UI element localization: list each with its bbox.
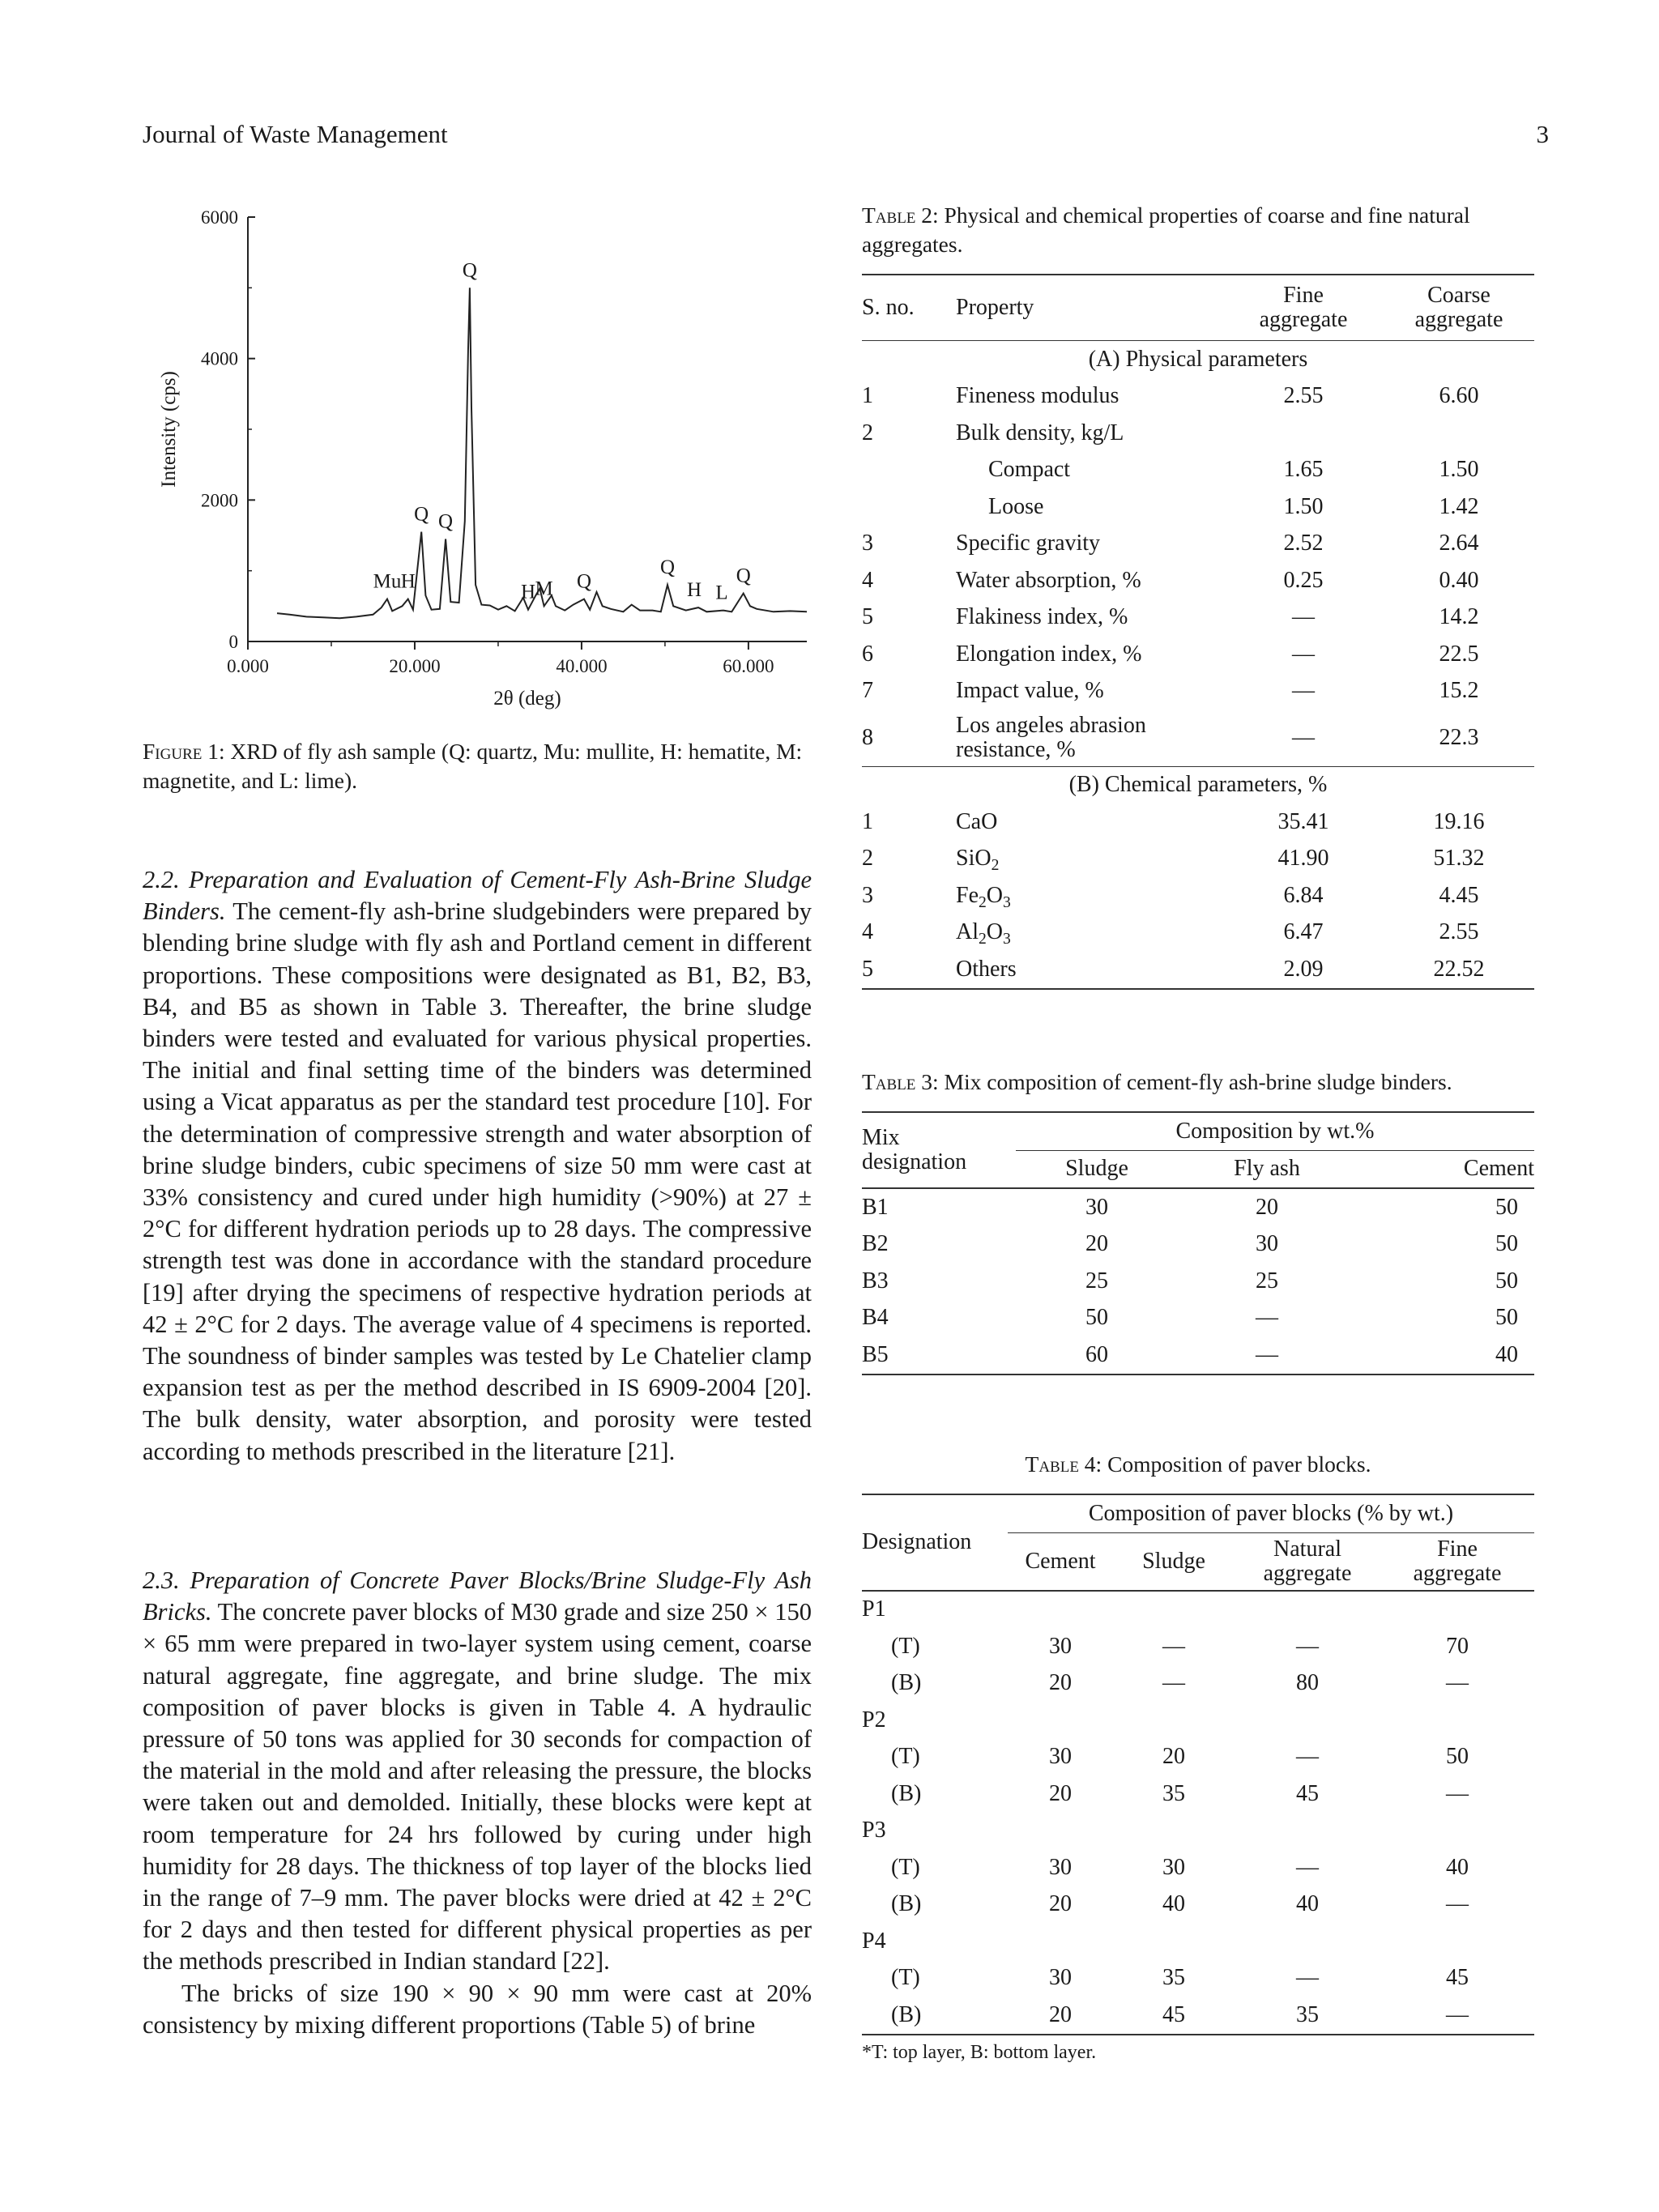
section-2-2-body: The cement-fly ash-brine sludgebinders were prepared by blending brine sludge with fly ash and Portland cement in different proportions. These compositions were designated as B1, B2, B3, B4, and B5 as shown in Table 3. Thereafter, the brine sludge binders were tested and evaluated for various physical properties. The initial and final setting time of the binders was determined using a Vicat apparatus as per the standard test procedure [10]. For the determination of compressive strength and water absorption of brine sludge binders, cubic specimens of size 50 mm were cast at 33% consistency and cured under high humidity (>90%) at 27 ± 2°C for different hydration periods up to 28 days. The compressive strength test was done in accordance with the standard procedure [19] after drying the specimens of respective hydration periods at 42 ± 2°C for 2 days. The average value of 4 specimens is reported. The soundness of binder samples was tested by Le Chatelier clamp expansion test as per the method described in IS 6909-2004 [20]. The bulk density, water absorption, and porosity were tested according to methods prescribed in the literature [21]. xyxy=(143,897,812,1465)
table4-designation: (T) xyxy=(891,1633,920,1659)
table4-header-fine: Fine aggregate xyxy=(1413,1536,1502,1586)
table2-chem-coarse: 2.55 xyxy=(1439,919,1479,945)
table2-header-fine: Fine aggregate xyxy=(1259,283,1348,332)
table2-sno: 6 xyxy=(862,641,873,667)
table2-chem-row xyxy=(862,877,1534,914)
table2-chem-fine: 6.84 xyxy=(1283,882,1324,908)
table3-flyash: 25 xyxy=(1256,1268,1278,1294)
table2-chem-fine: 35.41 xyxy=(1277,808,1329,834)
table4-sludge: 35 xyxy=(1162,1780,1185,1806)
formula-part: O xyxy=(986,919,1004,945)
table4-designation: P3 xyxy=(862,1818,886,1843)
table2-chem-row xyxy=(862,803,1534,841)
table3-sludge: 20 xyxy=(1085,1231,1108,1257)
figure1-caption xyxy=(143,737,812,795)
table4-cement xyxy=(1008,1813,1113,1850)
figure1-caption-text: XRD of fly ash sample (Q: quartz, Mu: mullite, H: hematite, M: magnetite, and L: lime). xyxy=(143,739,803,793)
table4-designation: P2 xyxy=(862,1707,886,1733)
peak-label: L xyxy=(715,582,728,604)
table4-row xyxy=(862,1739,1534,1776)
table4-fine xyxy=(1380,1702,1534,1739)
table3-header-flyash: Fly ash xyxy=(1234,1156,1300,1182)
table4-sludge: 45 xyxy=(1162,2001,1185,2027)
table4-title: Composition of paver blocks. xyxy=(1102,1451,1371,1477)
table4-row xyxy=(862,1665,1534,1703)
table2-chem-fine: 2.09 xyxy=(1283,956,1324,982)
table2-fine: 0.25 xyxy=(1283,567,1324,593)
formula-subscript: 2 xyxy=(991,857,1000,875)
table4-designation: (B) xyxy=(891,1891,922,1917)
table3-cement: 50 xyxy=(1495,1268,1518,1294)
table4-fine: 70 xyxy=(1446,1633,1469,1659)
table4-footnote: *T: top layer, B: bottom layer. xyxy=(862,2041,1097,2063)
table4-designation: (B) xyxy=(891,1670,922,1696)
table4-header-designation: Designation xyxy=(862,1529,972,1555)
table4-natural: 40 xyxy=(1296,1891,1319,1917)
section-2-3-body2: The bricks of size 190 × 90 × 90 mm were cast at 20% consistency by mixing different proportions (Table 5) of brine xyxy=(143,1979,812,2039)
table2-chem-formula xyxy=(956,951,1223,989)
table2-chem-coarse: 51.32 xyxy=(1433,846,1485,872)
table2-coarse xyxy=(1384,415,1534,452)
table2-property: Loose xyxy=(988,493,1044,519)
table2-section-b: (B) Chemical parameters, % xyxy=(1068,772,1328,798)
table2-row xyxy=(862,452,1534,489)
table2-sno: 2 xyxy=(862,420,873,445)
table2-fine: 2.52 xyxy=(1283,531,1324,556)
table2-sno xyxy=(862,452,956,489)
table2-chem-no: 5 xyxy=(862,956,873,982)
table2-row xyxy=(862,526,1534,563)
table2-coarse: 1.50 xyxy=(1439,457,1479,483)
table4-natural xyxy=(1235,1813,1380,1850)
table2-chem-row xyxy=(862,841,1534,878)
table2-title: Physical and chemical properties of coarse and fine natural aggregates. xyxy=(862,202,1470,257)
table2-fine: — xyxy=(1292,641,1315,667)
peak-label: H xyxy=(520,581,536,603)
table4-cement: 30 xyxy=(1049,1965,1072,1991)
table4-row xyxy=(862,1923,1534,1960)
formula-subscript: 2 xyxy=(979,931,987,948)
table2-chem-formula xyxy=(956,877,1223,914)
table2-row xyxy=(862,599,1534,637)
table2-fine: 1.50 xyxy=(1283,493,1324,519)
table4-natural: 45 xyxy=(1296,1780,1319,1806)
table4-header-sludge: Sludge xyxy=(1142,1548,1205,1574)
table4 xyxy=(862,1450,1534,2064)
table3-mix: B3 xyxy=(862,1268,889,1294)
y-tick-label: 0 xyxy=(228,632,238,652)
table2-row xyxy=(862,562,1534,599)
table2-chem-fine: 41.90 xyxy=(1277,846,1329,872)
table4-row xyxy=(862,1775,1534,1813)
table3-header-group: Composition by wt.% xyxy=(1016,1112,1534,1150)
formula-part: O xyxy=(986,882,1004,908)
table4-sludge xyxy=(1113,1591,1235,1629)
table4-header-group: Composition of paver blocks (% by wt.) xyxy=(1008,1494,1534,1532)
table3-sludge: 50 xyxy=(1085,1305,1108,1331)
table2-chem-coarse: 22.52 xyxy=(1433,956,1485,982)
table2-grid xyxy=(862,274,1534,990)
table2-coarse: 6.60 xyxy=(1439,383,1479,409)
table4-cement: 30 xyxy=(1049,1744,1072,1770)
table2-coarse: 22.3 xyxy=(1439,724,1479,750)
peak-label: Q xyxy=(736,565,751,587)
table4-sludge: 20 xyxy=(1162,1744,1185,1770)
table4-sludge xyxy=(1113,1813,1235,1850)
table3-mix: B2 xyxy=(862,1231,889,1257)
table4-designation: (T) xyxy=(891,1854,920,1880)
x-tick-label: 0.000 xyxy=(227,656,269,676)
peak-label: Q xyxy=(438,510,454,533)
table2-property: Elongation index, % xyxy=(956,641,1142,667)
table3-sludge: 25 xyxy=(1085,1268,1108,1294)
table3 xyxy=(862,1068,1534,1375)
table3-flyash: — xyxy=(1256,1305,1278,1331)
section-2-3 xyxy=(143,1565,812,2041)
table4-fine xyxy=(1380,1923,1534,1960)
table3-row xyxy=(862,1300,1534,1337)
table2-chem-row xyxy=(862,951,1534,989)
formula-part: Al xyxy=(956,919,979,945)
table3-header-sludge: Sludge xyxy=(1065,1156,1128,1182)
table4-row xyxy=(862,1960,1534,1997)
table3-row xyxy=(862,1263,1534,1300)
table3-cement: 50 xyxy=(1495,1305,1518,1331)
table4-cement: 20 xyxy=(1049,1891,1072,1917)
table4-cement: 20 xyxy=(1049,1780,1072,1806)
table2-property: Impact value, % xyxy=(956,678,1104,704)
table3-header-mix: Mix designation xyxy=(862,1125,967,1174)
table4-sludge: 35 xyxy=(1162,1965,1185,1991)
table2-chem-formula xyxy=(956,841,1223,878)
page-number: 3 xyxy=(1536,120,1549,148)
journal-title: Journal of Waste Management xyxy=(143,120,448,148)
figure1-caption-label: Figure 1: xyxy=(143,739,225,764)
table4-designation: (T) xyxy=(891,1965,920,1991)
peak-label: Q xyxy=(576,570,592,593)
table3-flyash: — xyxy=(1256,1341,1278,1367)
table3-sludge: 30 xyxy=(1085,1194,1108,1220)
table2-row xyxy=(862,415,1534,452)
section-2-2 xyxy=(143,864,812,1468)
x-tick-label: 40.000 xyxy=(556,656,608,676)
table3-cement: 40 xyxy=(1495,1341,1518,1367)
table2-chem-no: 3 xyxy=(862,882,873,908)
table4-cement xyxy=(1008,1591,1113,1629)
table2-coarse: 22.5 xyxy=(1439,641,1479,667)
table2-chem-row xyxy=(862,914,1534,952)
table4-row xyxy=(862,1886,1534,1924)
table2-coarse: 15.2 xyxy=(1439,678,1479,704)
table3-label: Table 3: xyxy=(862,1069,939,1094)
table3-header-cement: Cement xyxy=(1463,1156,1534,1182)
table4-cement xyxy=(1008,1702,1113,1739)
table2-sno xyxy=(862,488,956,526)
table3-grid xyxy=(862,1111,1534,1375)
table3-flyash: 30 xyxy=(1256,1231,1278,1257)
formula-subscript: 3 xyxy=(1003,931,1011,948)
table2-property: Specific gravity xyxy=(956,531,1101,556)
peak-label: Q xyxy=(659,556,676,579)
table4-header-cement: Cement xyxy=(1025,1548,1096,1574)
table2-property: Compact xyxy=(988,457,1071,483)
table4-sludge xyxy=(1113,1923,1235,1960)
table4-fine: — xyxy=(1446,1891,1469,1917)
table2-coarse: 2.64 xyxy=(1439,531,1479,556)
table2-chem-coarse: 4.45 xyxy=(1439,882,1479,908)
table4-sludge: — xyxy=(1162,1670,1185,1696)
table3-title: Mix composition of cement-fly ash-brine sludge binders. xyxy=(938,1069,1452,1094)
table2-chem-fine: 6.47 xyxy=(1283,919,1324,945)
table4-fine: — xyxy=(1446,1670,1469,1696)
y-axis-label: Intensity (cps) xyxy=(158,371,180,488)
formula-part: Others xyxy=(956,956,1017,982)
table4-fine: 50 xyxy=(1446,1744,1469,1770)
table4-header-natural: Natural aggregate xyxy=(1263,1536,1352,1586)
y-tick-label: 4000 xyxy=(201,348,238,369)
x-tick-label: 20.000 xyxy=(389,656,441,676)
table2-sno: 8 xyxy=(862,724,873,750)
table4-natural xyxy=(1235,1702,1380,1739)
peak-label: H xyxy=(686,579,702,602)
table4-natural: — xyxy=(1296,1965,1319,1991)
table4-fine: 45 xyxy=(1446,1965,1469,1991)
table2-coarse: 14.2 xyxy=(1439,604,1479,630)
peak-label: M xyxy=(535,578,553,600)
table2-sno: 7 xyxy=(862,678,873,704)
table2-header-coarse: Coarse aggregate xyxy=(1414,283,1503,332)
formula-subscript: 3 xyxy=(1003,893,1011,911)
table4-fine: — xyxy=(1446,2001,1469,2027)
table4-designation: (B) xyxy=(891,1780,922,1806)
table4-row xyxy=(862,1628,1534,1665)
table4-natural: — xyxy=(1296,1633,1319,1659)
table2-sno: 4 xyxy=(862,567,873,593)
table2-row xyxy=(862,488,1534,526)
table2-fine: 1.65 xyxy=(1283,457,1324,483)
table3-cement: 50 xyxy=(1495,1231,1518,1257)
table4-natural: 80 xyxy=(1296,1670,1319,1696)
section-2-3-body: The concrete paver blocks of M30 grade and size 250 × 150 × 65 mm were prepared in two-layer system using cement, coarse natural aggregate, fine aggregate, and brine sludge. The mix composition of paver blocks is given in Table 4. A hydraulic pressure of 50 tons was applied for 30 seconds for compaction of the material in the mold and after releasing the pressure, the blocks were taken out and demolded. Initially, these blocks were kept at room temperature for 24 hrs followed by curing under high humidity for 28 days. The thickness of top layer of the blocks lied in the range of 7–9 mm. The paver blocks were dried at 42 ± 2°C for 2 days and then tested for different physical properties as per the methods prescribed in Indian standard [22]. xyxy=(143,1598,812,1975)
table4-row xyxy=(862,1997,1534,2035)
table2-section-a: (A) Physical parameters xyxy=(1088,346,1308,372)
peak-label: Mu xyxy=(373,570,402,593)
table2-property: Los angeles abrasion resistance, % xyxy=(956,712,1146,762)
formula-subscript: 2 xyxy=(979,893,987,911)
table2-fine: — xyxy=(1292,678,1315,704)
table2-sno: 1 xyxy=(862,383,873,409)
table2-sno: 5 xyxy=(862,604,873,630)
table2-chem-no: 1 xyxy=(862,808,873,834)
table4-designation: (B) xyxy=(891,2001,922,2027)
section-2-3-heading: 2.3. Preparation of Concrete Paver Blocks/Brine Sludge-Fly Ash Bricks. xyxy=(143,1566,812,1626)
table3-sludge: 60 xyxy=(1085,1341,1108,1367)
table4-natural xyxy=(1235,1591,1380,1629)
table3-cement: 50 xyxy=(1495,1194,1518,1220)
table3-row xyxy=(862,1336,1534,1375)
table2-fine: — xyxy=(1292,724,1315,750)
xrd-chart xyxy=(143,194,815,713)
table2-chem-no: 2 xyxy=(862,846,873,872)
table4-row xyxy=(862,1813,1534,1850)
table4-sludge: 30 xyxy=(1162,1854,1185,1880)
table4-cement: 30 xyxy=(1049,1854,1072,1880)
table2-chem-coarse: 19.16 xyxy=(1433,808,1485,834)
formula-part: CaO xyxy=(956,808,998,834)
table4-designation: P1 xyxy=(862,1596,886,1622)
table4-natural: 35 xyxy=(1296,2001,1319,2027)
table2-chem-formula xyxy=(956,914,1223,952)
table2-fine xyxy=(1223,415,1384,452)
table4-sludge: — xyxy=(1162,1633,1185,1659)
table4-designation: P4 xyxy=(862,1928,886,1954)
table2-row xyxy=(862,636,1534,673)
table4-sludge xyxy=(1113,1702,1235,1739)
xrd-pattern-line xyxy=(277,288,807,618)
table3-mix: B4 xyxy=(862,1305,889,1331)
table2-header-sno: S. no. xyxy=(862,295,915,320)
x-axis-label: 2θ (deg) xyxy=(493,688,561,710)
formula-part: SiO xyxy=(956,846,992,872)
table4-fine: 40 xyxy=(1446,1854,1469,1880)
table4-fine: — xyxy=(1446,1780,1469,1806)
table3-row xyxy=(862,1226,1534,1264)
formula-part: Fe xyxy=(956,882,979,908)
table4-cement xyxy=(1008,1923,1113,1960)
peak-label: Q xyxy=(462,259,477,282)
y-tick-label: 2000 xyxy=(201,490,238,511)
table4-row xyxy=(862,1849,1534,1886)
section-2-2-heading: 2.2. Preparation and Evaluation of Cement-Fly Ash-Brine Sludge Binders. xyxy=(143,866,812,926)
table2-header-property: Property xyxy=(956,295,1034,320)
table4-fine xyxy=(1380,1813,1534,1850)
table2-sno: 3 xyxy=(862,531,873,556)
table4-cement: 30 xyxy=(1049,1633,1072,1659)
table4-natural: — xyxy=(1296,1854,1319,1880)
peak-label: H xyxy=(400,570,416,593)
xrd-chart-svg xyxy=(143,194,815,713)
table4-sludge: 40 xyxy=(1162,1891,1185,1917)
table4-natural: — xyxy=(1296,1744,1319,1770)
table4-row xyxy=(862,1591,1534,1629)
y-tick-label: 6000 xyxy=(201,207,238,228)
table2-chem-no: 4 xyxy=(862,919,873,945)
table4-label: Table 4: xyxy=(1025,1451,1102,1477)
peak-label: Q xyxy=(414,503,429,526)
table4-natural xyxy=(1235,1923,1380,1960)
table3-mix: B5 xyxy=(862,1341,889,1367)
table2-row xyxy=(862,378,1534,416)
table2-coarse: 0.40 xyxy=(1439,567,1479,593)
table2-row xyxy=(862,673,1534,710)
table2-fine: — xyxy=(1292,604,1315,630)
table4-cement: 20 xyxy=(1049,1670,1072,1696)
table4-cement: 20 xyxy=(1049,2001,1072,2027)
table4-fine xyxy=(1380,1591,1534,1629)
table2-property: Flakiness index, % xyxy=(956,604,1128,630)
x-tick-label: 60.000 xyxy=(723,656,774,676)
table2-property: Water absorption, % xyxy=(956,567,1141,593)
table2-property: Fineness modulus xyxy=(956,383,1120,409)
table4-grid xyxy=(862,1494,1534,2035)
table2-label: Table 2: xyxy=(862,202,939,228)
table2-row xyxy=(862,710,1534,766)
table2-fine: 2.55 xyxy=(1283,383,1324,409)
table2-property: Bulk density, kg/L xyxy=(956,420,1124,445)
table4-row xyxy=(862,1702,1534,1739)
table3-mix: B1 xyxy=(862,1194,889,1220)
table2-coarse: 1.42 xyxy=(1439,493,1479,519)
table4-designation: (T) xyxy=(891,1744,920,1770)
table3-row xyxy=(862,1188,1534,1226)
table2 xyxy=(862,201,1534,990)
table2-chem-formula xyxy=(956,803,1223,841)
table3-flyash: 20 xyxy=(1256,1194,1278,1220)
